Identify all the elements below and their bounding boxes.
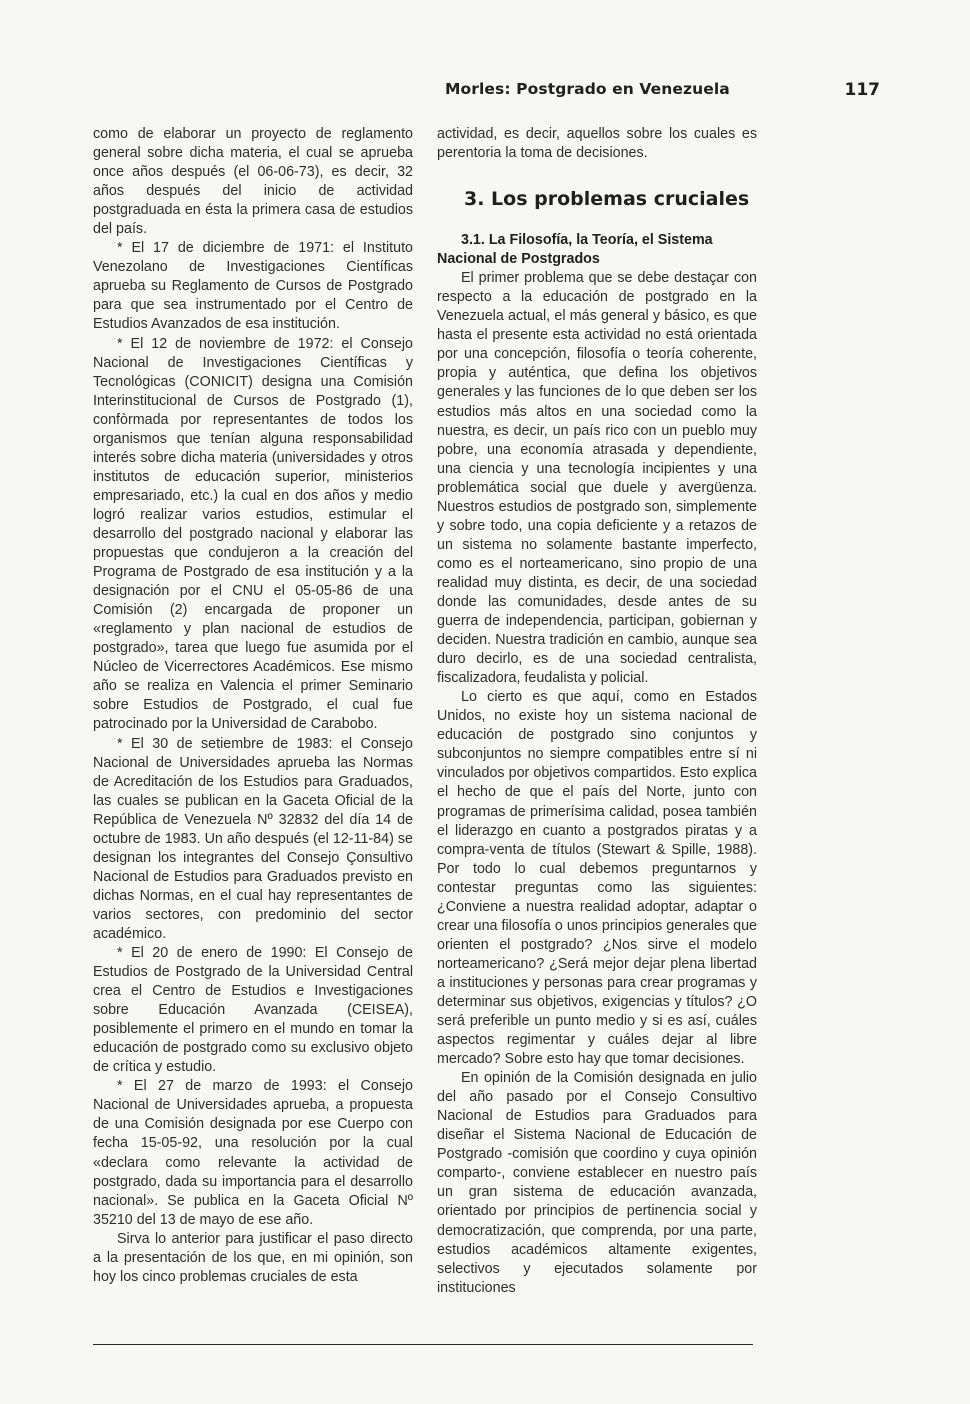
paragraph: * El 20 de enero de 1990: El Consejo de Estudios de Postgrado de la Universidad Central crea el Centro de Estudios e Investigaciones sobre Educación Avanzada (CEISEA), posiblemente el primero en el mundo en tomar la educación de postgrado como su exclusivo objeto de crítica y estudio. xyxy=(93,945,413,1076)
paragraph: * El 17 de diciembre de 1971: el Instituto Venezolano de Investigaciones Científicas aprueba su Reglamento de Cursos de Postgrado para que sea instrumentado por el Centro de Estudios Avanzados de esa institución. xyxy=(93,240,413,333)
paragraph: Lo cierto es que aquí, como en Estados Unidos, no existe hoy un sistema nacional de educación de postgrado sino conjuntos y subconjuntos no siempre compatibles entre sí ni vinculados por objetivos compartidos. Esto explica el hecho de que el país del Norte, junto con programas de primerísima calidad, posea también el liderazgo en cuanto a postgrados piratas y a compra-venta de títulos (Stewart & Spille, 1988). Por todo lo cual debemos preguntarnos y contestar preguntas como las siguientes: ¿Conviene a nuestra realidad adoptar, adaptar o crear una filosofía o unos principios generales que orienten el postgrado? ¿Nos sirve el modelo norteamericano? ¿Será mejor dejar plena libertad a instituciones y personas para crear programas y determinar sus objetivos, exigencias y títulos? ¿O será preferible un punto medio y si es así, cuáles aspectos regimentar y cuáles dejar al libre mercado? Sobre esto hay que tomar decisiones. xyxy=(437,689,757,1068)
paragraph: El primer problema que se debe destaçar con respecto a la educación de postgrado en la Venezuela actual, el más general y básico, es que hasta el presente esta actividad no está orientada por una concepción, filosofía o teoría coherente, propia y auténtica, que defina los objetivos generales y las funciones de lo que deben ser los estudios más altos en una sociedad como la nuestra, es decir, un país rico con un pueblo muy pobre, una economía atrasada y dependiente, una ciencia y una tecnología incipientes y una problemática social que duele y avergüenza. Nuestros estudios de postgrado son, simplemente y sobre todo, una copia deficiente y a retazos de un sistema no solamente bastante imperfecto, como es el norteamericano, sino propio de una realidad muy distinta, es decir, de una sociedad donde las comunidades, desde antes de su guerra de independencia, participan, gobiernan y deciden. Nuestra tradición en cambio, aunque sea duro decirlo, es de una sociedad centralista, fiscalizadora, feudalista y policial. xyxy=(437,270,757,687)
paragraph: * El 27 de marzo de 1993: el Consejo Nacional de Universidades aprueba, a propuesta de una Comisión designada por ese Cuerpo con fecha 15-05-92, una resolución por la cual «declara como relevante la actividad de postgrado, dada su importancia para el desarrollo nacional». Se publica en la Gaceta Oficial Nº 35210 del 13 de mayo de ese año. xyxy=(93,1078,413,1228)
running-header xyxy=(445,80,880,106)
left-column xyxy=(93,125,413,1287)
paragraph: En opinión de la Comisión designada en julio del año pasado por el Consejo Consultivo Nacional de Estudios para Graduados para diseñar el Sistema Nacional de Educación de Postgrado -comisión que coordino y cuya opinión comparto-, conviene establecer en nuestro país un gran sistema de educación avanzada, orientado por principios de pertinencia social y democratización, que comprenda, por una parte, estudios académicos altamente exigentes, selectivos y ejecutados solamente por instituciones xyxy=(437,1070,757,1296)
paragraph: * El 30 de setiembre de 1983: el Consejo Nacional de Universidades aprueba las Normas de Acreditación de los Estudios para Graduados, las cuales se publican en la Gaceta Oficial de la República de Venezuela Nº 32832 del día 14 de octubre de 1983. Un año después (el 12-11-84) se designan los integrantes del Consejo Çonsultivo Nacional de Estudios para Graduados previsto en dichas Normas, en el cual hay representantes de varios sectores, con predominio del sector académico. xyxy=(93,735,413,942)
subsection-heading: 3.1. La Filosofía, la Teoría, el Sistema Nacional de Postgrados xyxy=(437,232,713,268)
page-number: 117 xyxy=(844,80,880,100)
paragraph: Sirva lo anterior para justificar el paso directo a la presentación de los que, en mi opinión, son hoy los cinco problemas cruciales de esta xyxy=(93,1230,413,1285)
right-column xyxy=(437,125,757,1298)
bottom-rule xyxy=(93,1344,753,1345)
paragraph: actividad, es decir, aquellos sobre los cuales es perentoria la toma de decisiones. xyxy=(437,126,757,162)
running-title: Morles: Postgrado en Venezuela xyxy=(445,80,730,98)
paragraph: * El 12 de noviembre de 1972: el Consejo Nacional de Investigaciones Científicas y Tecnológicas (CONICIT) designa una Comisión Interinstitucional de Cursos de Postgrado (1), confòrmada por representantes de todos los organismos que tenían alguna responsabilidad interés sobre dicha materia (universidades y otros institutos de educación superior, ministerios empresariado, etc.) la cual en dos años y medio logró realizar varios estudios, estimular el desarrollo del postgrado nacional y elaborar las propuestas que condujeron a la creación del Programa de Postgrado de esa institución y a la designación por el CNU el 05-05-86 de una Comisión (2) encargada de proponer un «reglamento y plan nacional de estudios de postgrado», tarea que luego fue asumida por el Núcleo de Vicerrectores Académicos. Ese mismo año se realiza en Valencia el primer Seminario sobre Estudios de Postgrado, el cual fue patrocinado por la Universidad de Carabobo. xyxy=(93,335,413,733)
section-heading: 3. Los problemas cruciales xyxy=(464,188,750,211)
paragraph: como de elaborar un proyecto de reglamento general sobre dicha materia, el cual se aprueba once años después (el 06-06-73), es decir, 32 años después del inicio de actividad postgraduada en ésta la primera casa de estudios del país. xyxy=(93,126,413,238)
